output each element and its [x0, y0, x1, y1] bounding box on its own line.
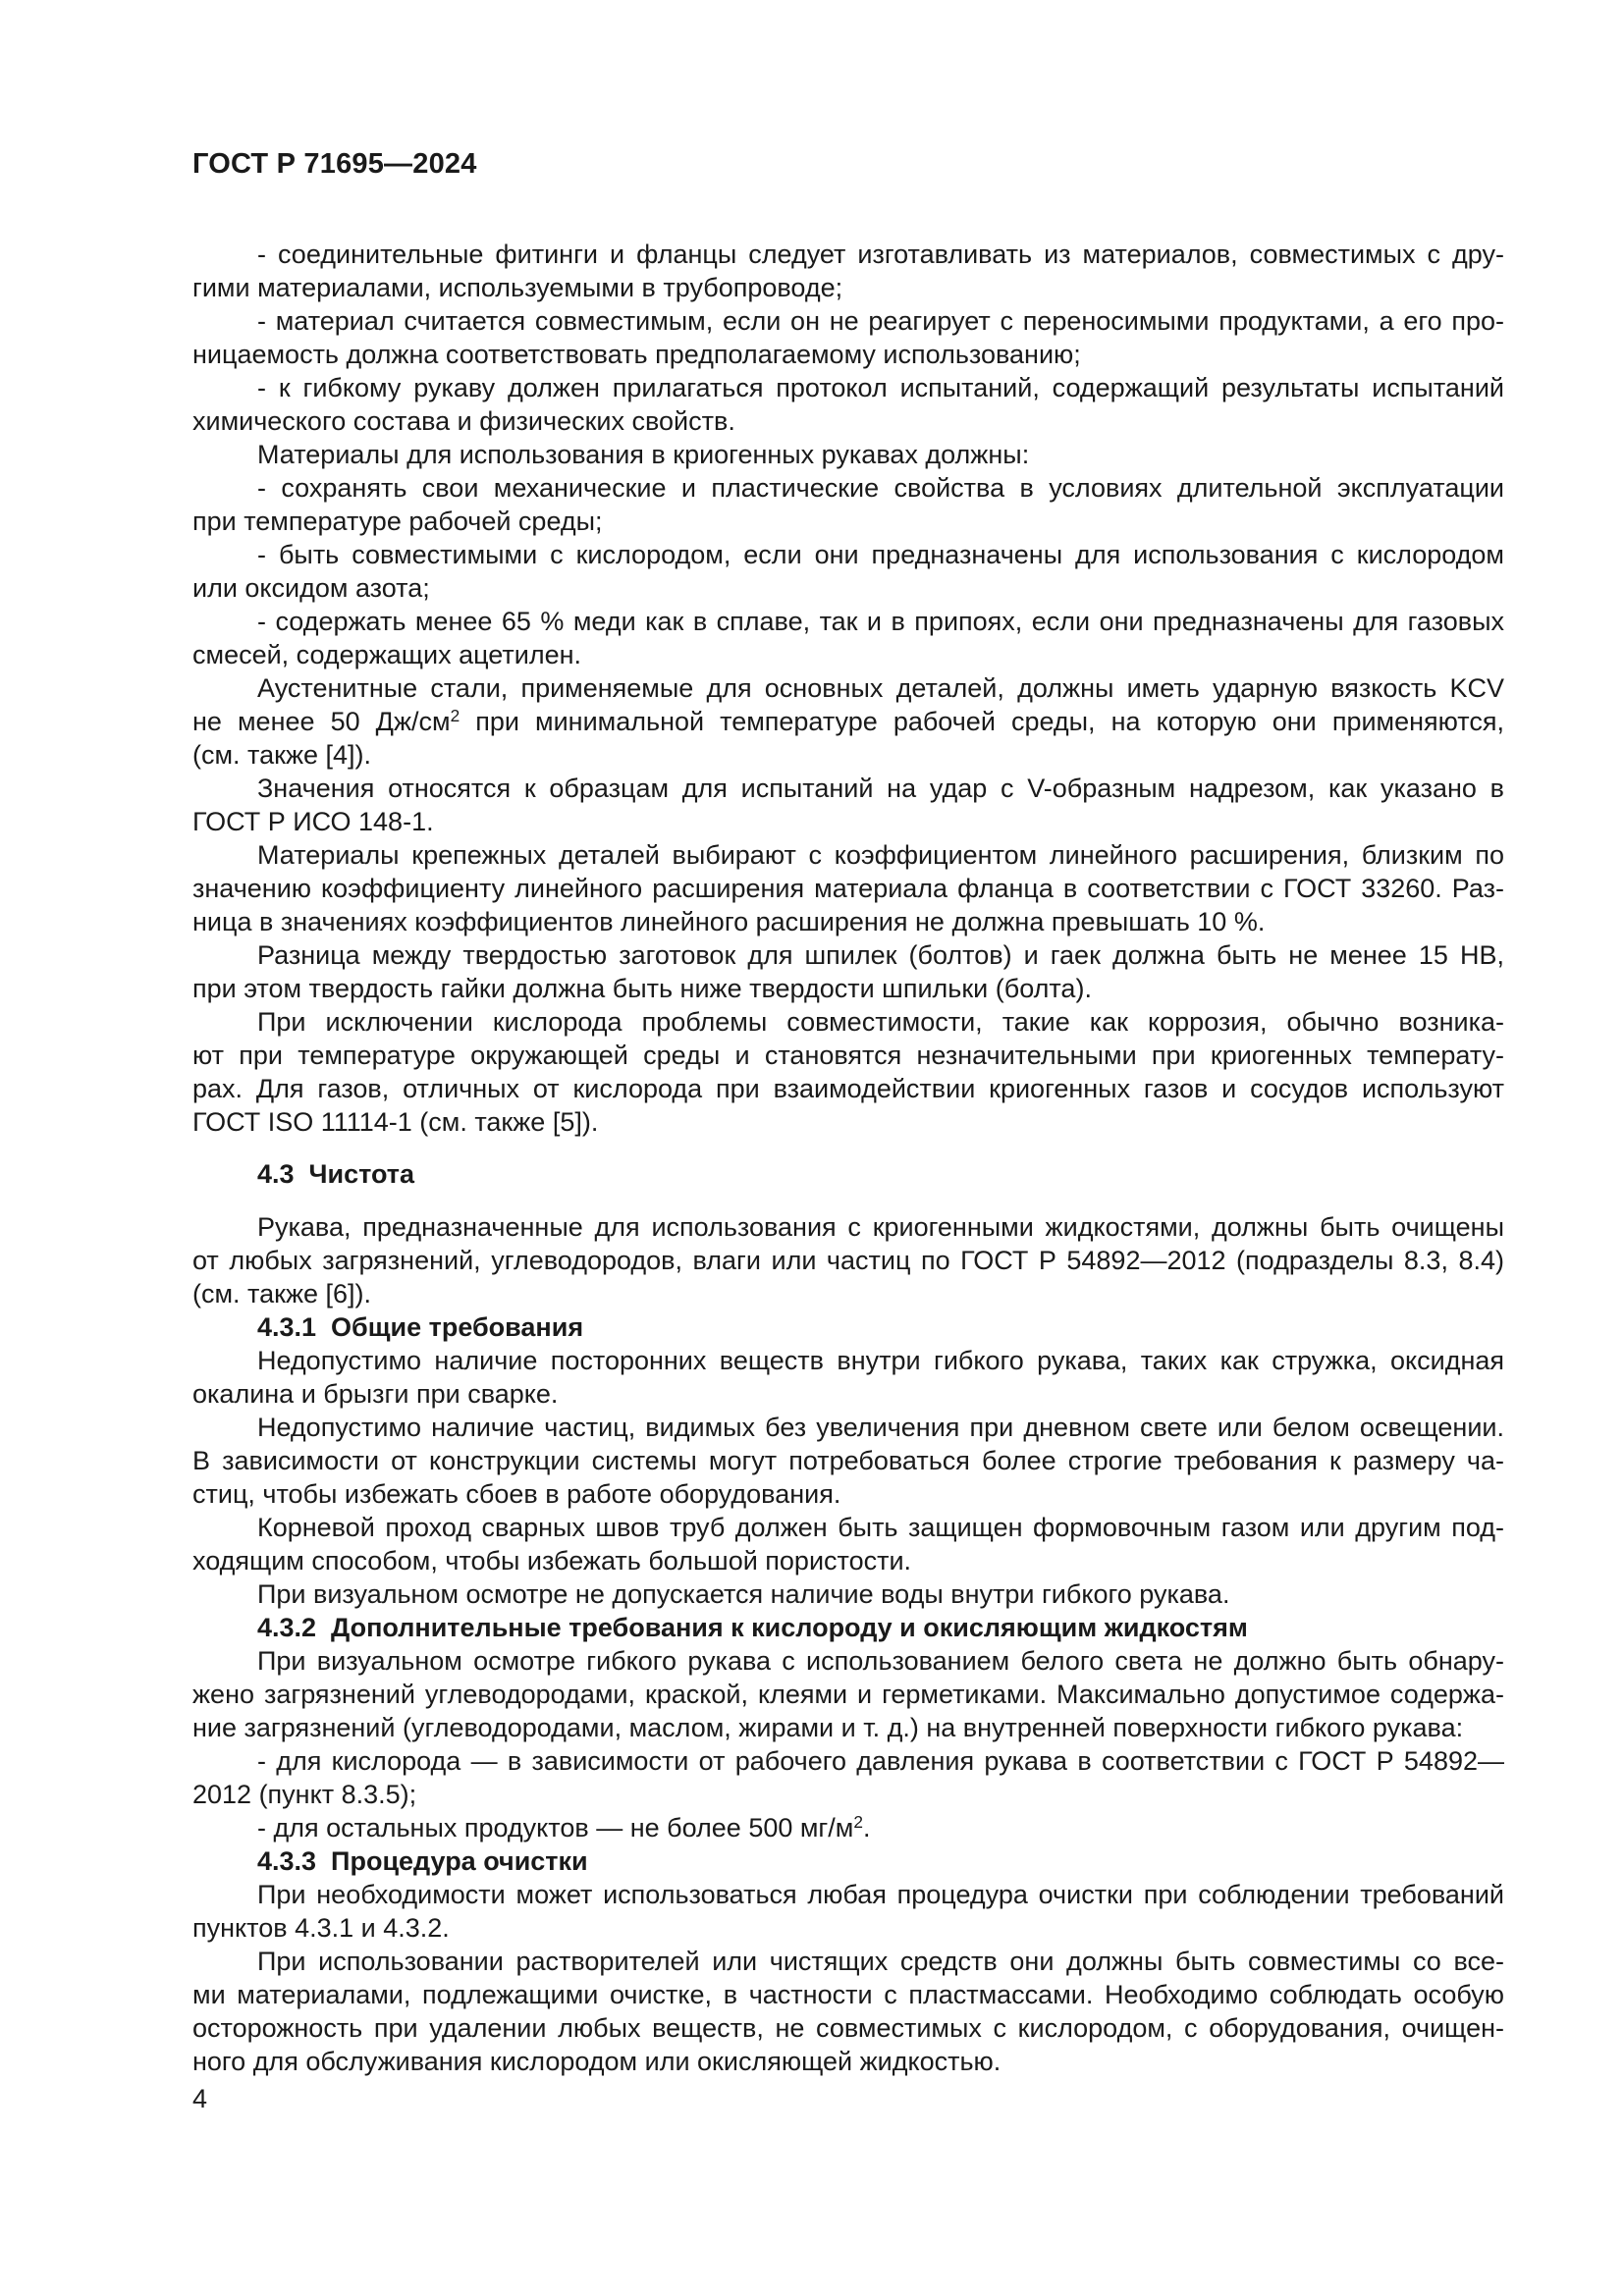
- text-segment: химического состава и физических свойств.: [192, 406, 735, 436]
- text-segment: - содержать менее 65 % меди как в сплаве, так и в припоях, если они предназначены для газовых: [257, 607, 1504, 636]
- text-segment: - сохранять свои механические и пластические свойства в условиях длительной эксплуатации: [257, 473, 1504, 503]
- text-line: [192, 638, 1504, 671]
- paragraph: [192, 371, 1504, 438]
- text-line: [192, 1744, 1504, 1778]
- text-segment: при этом твердость гайки должна быть ниже твердости шпильки (болта).: [192, 974, 1092, 1003]
- text-segment: гими материалами, используемыми в трубопроводе;: [192, 273, 843, 302]
- text-line: [192, 1072, 1504, 1105]
- page-number: 4: [192, 2084, 208, 2113]
- text-segment: 2012 (пункт 8.3.5);: [192, 1780, 417, 1809]
- paragraph: [192, 1744, 1504, 1811]
- text-line: [192, 1678, 1504, 1711]
- text-segment: Недопустимо наличие частиц, видимых без увеличения при дневном свете или белом освещении.: [257, 1413, 1504, 1442]
- text-segment: При необходимости может использоваться любая процедура очистки при соблюдении требований: [257, 1880, 1504, 1909]
- text-line: [192, 1444, 1504, 1477]
- document-header-title: ГОСТ Р 71695—2024: [192, 148, 477, 180]
- text-segment: При визуальном осмотре не допускается наличие воды внутри гибкого рукава.: [257, 1579, 1230, 1609]
- text-line: [192, 738, 1504, 772]
- text-line: [192, 1811, 1504, 1844]
- text-line: [192, 1911, 1504, 1945]
- text-segment: жено загрязнений углеводородами, краской, клеями и герметиками. Максимально допустимое содержа-: [192, 1680, 1504, 1709]
- text-line: [192, 571, 1504, 605]
- text-line: [192, 1039, 1504, 1072]
- text-segment: Аустенитные стали, применяемые для основных деталей, должны иметь ударную вязкость KCV: [257, 673, 1504, 703]
- text-segment: - для кислорода — в зависимости от рабочего давления рукава в соответствии с ГОСТ Р 54892—: [257, 1746, 1504, 1776]
- text-segment: 4.3.2 Дополнительные требования к кислороду и окисляющим жидкостям: [257, 1613, 1248, 1642]
- text-line: [192, 1711, 1504, 1744]
- text-segment: Материалы крепежных деталей выбирают с коэффициентом линейного расширения, близким по: [257, 840, 1504, 870]
- paragraph: [192, 1644, 1504, 1744]
- text-line: [192, 404, 1504, 438]
- superscript-text: 2: [450, 705, 460, 725]
- text-line: [192, 304, 1504, 338]
- text-line: [192, 505, 1504, 538]
- text-line: [192, 338, 1504, 371]
- text-line: [192, 471, 1504, 505]
- text-line: [192, 1577, 1504, 1611]
- text-line: [192, 905, 1504, 938]
- text-line: [192, 1105, 1504, 1139]
- paragraph: [192, 605, 1504, 671]
- text-line: [192, 2011, 1504, 2045]
- section-heading: [192, 1844, 1504, 1878]
- paragraph: [192, 1511, 1504, 1577]
- text-segment: ного для обслуживания кислородом или окисляющей жидкостью.: [192, 2047, 1001, 2076]
- text-line: [192, 705, 1504, 738]
- text-line: [192, 605, 1504, 638]
- text-line: [192, 1344, 1504, 1377]
- text-segment: 4.3.1 Общие требования: [257, 1312, 584, 1342]
- text-segment: значению коэффициенту линейного расширения материала фланца в соответствии с ГОСТ 33260. Раз-: [192, 874, 1504, 903]
- text-line: [192, 772, 1504, 805]
- text-segment: ГОСТ ISO 11114-1 (см. также [5]).: [192, 1107, 599, 1137]
- text-line: [192, 1210, 1504, 1244]
- text-segment: или оксидом азота;: [192, 573, 430, 603]
- text-line: [192, 1945, 1504, 1978]
- text-line: [192, 1778, 1504, 1811]
- text-line: [192, 1244, 1504, 1277]
- paragraph: [192, 471, 1504, 538]
- paragraph: [192, 938, 1504, 1005]
- section-heading: [192, 1157, 1504, 1191]
- text-line: [192, 872, 1504, 905]
- text-segment: окалина и брызги при сварке.: [192, 1379, 559, 1409]
- paragraph: [192, 1577, 1504, 1611]
- paragraph: [192, 438, 1504, 471]
- text-segment: рах. Для газов, отличных от кислорода при взаимодействии криогенных газов и сосудов используют: [192, 1074, 1504, 1103]
- text-line: [192, 972, 1504, 1005]
- text-segment: Недопустимо наличие посторонних веществ внутри гибкого рукава, таких как стружка, оксидная: [257, 1346, 1504, 1375]
- text-line: [192, 538, 1504, 571]
- text-segment: Корневой проход сварных швов труб должен быть защищен формовочным газом или другим под-: [257, 1513, 1504, 1542]
- text-segment: 4.3 Чистота: [257, 1159, 415, 1189]
- text-segment: ми материалами, подлежащими очистке, в частности с пластмассами. Необходимо соблюдать особую: [192, 1980, 1504, 2009]
- paragraph: [192, 1210, 1504, 1310]
- superscript-text: 2: [853, 1811, 863, 1832]
- text-line: [192, 438, 1504, 471]
- text-segment: ют при температуре окружающей среды и становятся незначительными при криогенных температу-: [192, 1041, 1504, 1070]
- paragraph: [192, 1005, 1504, 1139]
- text-line: [192, 1878, 1504, 1911]
- text-line: [192, 1844, 1504, 1878]
- text-line: [192, 1411, 1504, 1444]
- paragraph: [192, 1945, 1504, 2078]
- paragraph: [192, 1344, 1504, 1411]
- paragraph: [192, 304, 1504, 371]
- text-segment: ние загрязнений (углеводородами, маслом, жирами и т. д.) на внутренней поверхности гибкого рукава:: [192, 1713, 1464, 1742]
- text-segment: не менее 50 Дж/см: [192, 707, 451, 736]
- text-segment: - материал считается совместимым, если он не реагирует с переносимыми продуктами, а его про-: [257, 306, 1504, 336]
- paragraph: [192, 838, 1504, 938]
- text-segment: При исключении кислорода проблемы совместимости, такие как коррозия, обычно возника-: [257, 1007, 1504, 1037]
- text-segment: - быть совместимыми с кислородом, если они предназначены для использования с кислородом: [257, 540, 1504, 569]
- text-segment: смесей, содержащих ацетилен.: [192, 640, 581, 669]
- paragraph: [192, 671, 1504, 772]
- paragraph: [192, 1811, 1504, 1844]
- text-line: [192, 838, 1504, 872]
- text-segment: ходящим способом, чтобы избежать большой пористости.: [192, 1546, 912, 1575]
- text-line: [192, 805, 1504, 838]
- text-line: [192, 1644, 1504, 1678]
- text-segment: Разница между твердостью заготовок для шпилек (болтов) и гаек должна быть не менее 15 НВ,: [257, 940, 1504, 970]
- text-line: [192, 1511, 1504, 1544]
- paragraph: [192, 1411, 1504, 1511]
- paragraph: [192, 538, 1504, 605]
- text-segment: Значения относятся к образцам для испытаний на удар с V-образным надрезом, как указано в: [257, 774, 1504, 803]
- text-segment: При визуальном осмотре гибкого рукава с использованием белого света не должно быть обнару-: [257, 1646, 1504, 1676]
- text-segment: от любых загрязнений, углеводородов, влаги или частиц по ГОСТ Р 54892—2012 (подразделы 8.3, 8.4): [192, 1246, 1504, 1275]
- text-segment: .: [862, 1813, 871, 1842]
- text-line: [192, 271, 1504, 304]
- paragraph: [192, 238, 1504, 304]
- section-heading: [192, 1611, 1504, 1644]
- text-segment: - для остальных продуктов — не более 500 мг/м: [257, 1813, 854, 1842]
- text-line: [192, 1157, 1504, 1191]
- text-segment: ГОСТ Р ИСО 148-1.: [192, 807, 434, 836]
- text-segment: ницаемость должна соответствовать предполагаемому использованию;: [192, 340, 1081, 369]
- text-line: [192, 1978, 1504, 2011]
- text-segment: (см. также [6]).: [192, 1279, 372, 1308]
- text-line: [192, 1377, 1504, 1411]
- paragraph: [192, 1878, 1504, 1945]
- text-line: [192, 1005, 1504, 1039]
- text-line: [192, 1611, 1504, 1644]
- paragraph: [192, 772, 1504, 838]
- text-segment: Материалы для использования в криогенных рукавах должны:: [257, 440, 1030, 469]
- text-segment: ница в значениях коэффициентов линейного расширения не должна превышать 10 %.: [192, 907, 1266, 936]
- text-segment: при температуре рабочей среды;: [192, 507, 603, 536]
- text-segment: при минимальной температуре рабочей среды, на которую они применяются,: [460, 707, 1504, 736]
- text-line: [192, 938, 1504, 972]
- text-segment: осторожность при удалении любых веществ, не совместимых с кислородом, с оборудования, очищен-: [192, 2013, 1504, 2043]
- text-line: [192, 1544, 1504, 1577]
- document-body: [192, 238, 1504, 2078]
- text-line: [192, 1310, 1504, 1344]
- text-line: [192, 1277, 1504, 1310]
- text-segment: При использовании растворителей или чистящих средств они должны быть совместимы со все-: [257, 1947, 1504, 1976]
- text-segment: (см. также [4]).: [192, 740, 372, 770]
- section-heading: [192, 1310, 1504, 1344]
- text-line: [192, 238, 1504, 271]
- text-line: [192, 1477, 1504, 1511]
- text-segment: стиц, чтобы избежать сбоев в работе оборудования.: [192, 1479, 841, 1509]
- text-line: [192, 671, 1504, 705]
- text-segment: - соединительные фитинги и фланцы следует изготавливать из материалов, совместимых с дру-: [257, 240, 1504, 269]
- text-line: [192, 2045, 1504, 2078]
- text-segment: - к гибкому рукаву должен прилагаться протокол испытаний, содержащий результаты испытаний: [257, 373, 1504, 402]
- text-segment: Рукава, предназначенные для использования с криогенными жидкостями, должны быть очищены: [257, 1212, 1504, 1242]
- text-segment: пунктов 4.3.1 и 4.3.2.: [192, 1913, 450, 1943]
- text-segment: В зависимости от конструкции системы могут потребоваться более строгие требования к размеру ча-: [192, 1446, 1504, 1475]
- text-line: [192, 371, 1504, 404]
- text-segment: 4.3.3 Процедура очистки: [257, 1846, 588, 1876]
